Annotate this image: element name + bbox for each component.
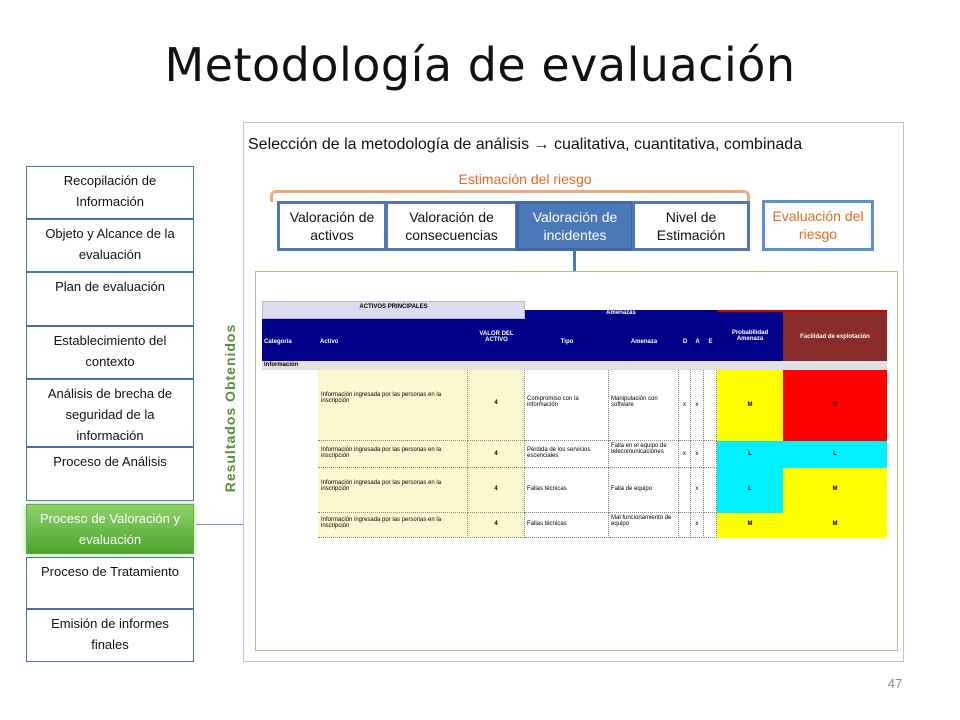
- table-cell-a: x: [691, 468, 704, 513]
- table-cell-amenaza: Mal funcionamiento de equipo: [609, 513, 679, 538]
- step-objeto-alcance[interactable]: Objeto y Alcance de la evaluación: [26, 219, 194, 272]
- connector-line: [196, 524, 244, 525]
- table-cell-d: x: [679, 441, 691, 468]
- table-cell-tipo: Fallas técnicas: [525, 468, 609, 513]
- col-facilidad: Facilidad de explotación: [783, 310, 887, 361]
- table-cell-d: x: [679, 370, 691, 441]
- step-recopilacion[interactable]: Recopilación de Información: [26, 166, 194, 219]
- col-d: D: [679, 319, 691, 361]
- table-cell-e: [704, 370, 717, 441]
- table-cell-prob: M: [717, 513, 783, 538]
- box-valoracion-activos: Valoración de activos: [277, 201, 387, 251]
- table-cell-activo: Información ingresada por las personas en la inscripción: [318, 468, 468, 513]
- box-valoracion-incidentes: Valoración de incidentes: [516, 201, 634, 251]
- table-cell-valor: 4: [468, 468, 525, 513]
- col-activo: Activo: [318, 319, 468, 361]
- table-cell-fac: H: [783, 370, 887, 441]
- table-cell-tipo: Pérdida de los servicios escenciales: [525, 441, 609, 468]
- amenazas-header: Amenazas: [525, 310, 717, 319]
- step-proceso-analisis[interactable]: Proceso de Análisis: [26, 447, 194, 501]
- step-tratamiento[interactable]: Proceso de Tratamiento: [26, 557, 194, 609]
- table-cell-e: [704, 513, 717, 538]
- table-cell-activo: Información ingresada por las personas en la inscripción: [318, 441, 468, 468]
- table-cell-a: x: [691, 441, 704, 468]
- col-e: E: [704, 319, 717, 361]
- step-informes[interactable]: Emisión de informes finales: [26, 609, 194, 662]
- table-cell-amenaza: Falla en el equipo de telecomunicaciones: [609, 441, 679, 468]
- table-cell-d: [679, 468, 691, 513]
- table-cell-prob: M: [717, 370, 783, 441]
- table-cell-valor: 4: [468, 370, 525, 441]
- table-cell-activo: Información ingresada por las personas en la inscripción: [318, 370, 468, 441]
- col-valor: VALOR DEL ACTIVO: [468, 319, 525, 361]
- col-amenaza: Amenaza: [609, 319, 679, 361]
- table-cell-fac: L: [783, 441, 887, 468]
- category-row: Información: [262, 361, 887, 370]
- table-title: ACTIVOS PRINCIPALES: [262, 301, 525, 319]
- page-number: 47: [887, 676, 903, 691]
- table-cell-d: [679, 513, 691, 538]
- table-cell-valor: 4: [468, 513, 525, 538]
- methodology-selection: Selección de la metodología de análisis → cualitativa, cuantitativa, combinada: [248, 136, 803, 153]
- table-cell-prob: L: [717, 441, 783, 468]
- step-analisis-brecha[interactable]: Análisis de brecha de seguridad de la información: [26, 379, 194, 447]
- col-probabilidad: Probabilidad Amenaza: [717, 310, 783, 361]
- estimation-label: Estimación del riesgo: [458, 171, 592, 187]
- table-cell-e: [704, 468, 717, 513]
- table-cell-tipo: Fallas técnicas: [525, 513, 609, 538]
- table-cell-fac: M: [783, 513, 887, 538]
- box-evaluacion-riesgo: Evaluación del riesgo: [762, 200, 874, 251]
- table-cell-a: x: [691, 513, 704, 538]
- table-cell-a: x: [691, 370, 704, 441]
- slide-title: Metodología de evaluación: [164, 38, 796, 92]
- results-label: Resultados Obtenidos: [222, 323, 238, 493]
- col-categoria: Categoría: [262, 319, 318, 361]
- table-cell-activo: Información ingresada por las personas en la inscripción: [318, 513, 468, 538]
- col-tipo: Tipo: [525, 319, 609, 361]
- table-cell-valor: 4: [468, 441, 525, 468]
- step-contexto[interactable]: Establecimiento del contexto: [26, 326, 194, 379]
- table-cell-amenaza: Manipulación con software: [609, 370, 679, 441]
- box-valoracion-consecuencias: Valoración de consecuencias: [385, 201, 518, 251]
- table-cell-prob: L: [717, 468, 783, 513]
- table-cell-tipo: Compromiso con la información: [525, 370, 609, 441]
- step-plan[interactable]: Plan de evaluación: [26, 272, 194, 326]
- table-cell-amenaza: Falla de equipo: [609, 468, 679, 513]
- col-a: A: [691, 319, 704, 361]
- box-nivel-estimacion: Nivel de Estimación: [632, 201, 750, 251]
- table-cell-fac: M: [783, 468, 887, 513]
- table-cell-e: [704, 441, 717, 468]
- step-valoracion-active[interactable]: Proceso de Valoración y evaluación: [26, 504, 194, 554]
- incidentes-connector: [573, 250, 576, 272]
